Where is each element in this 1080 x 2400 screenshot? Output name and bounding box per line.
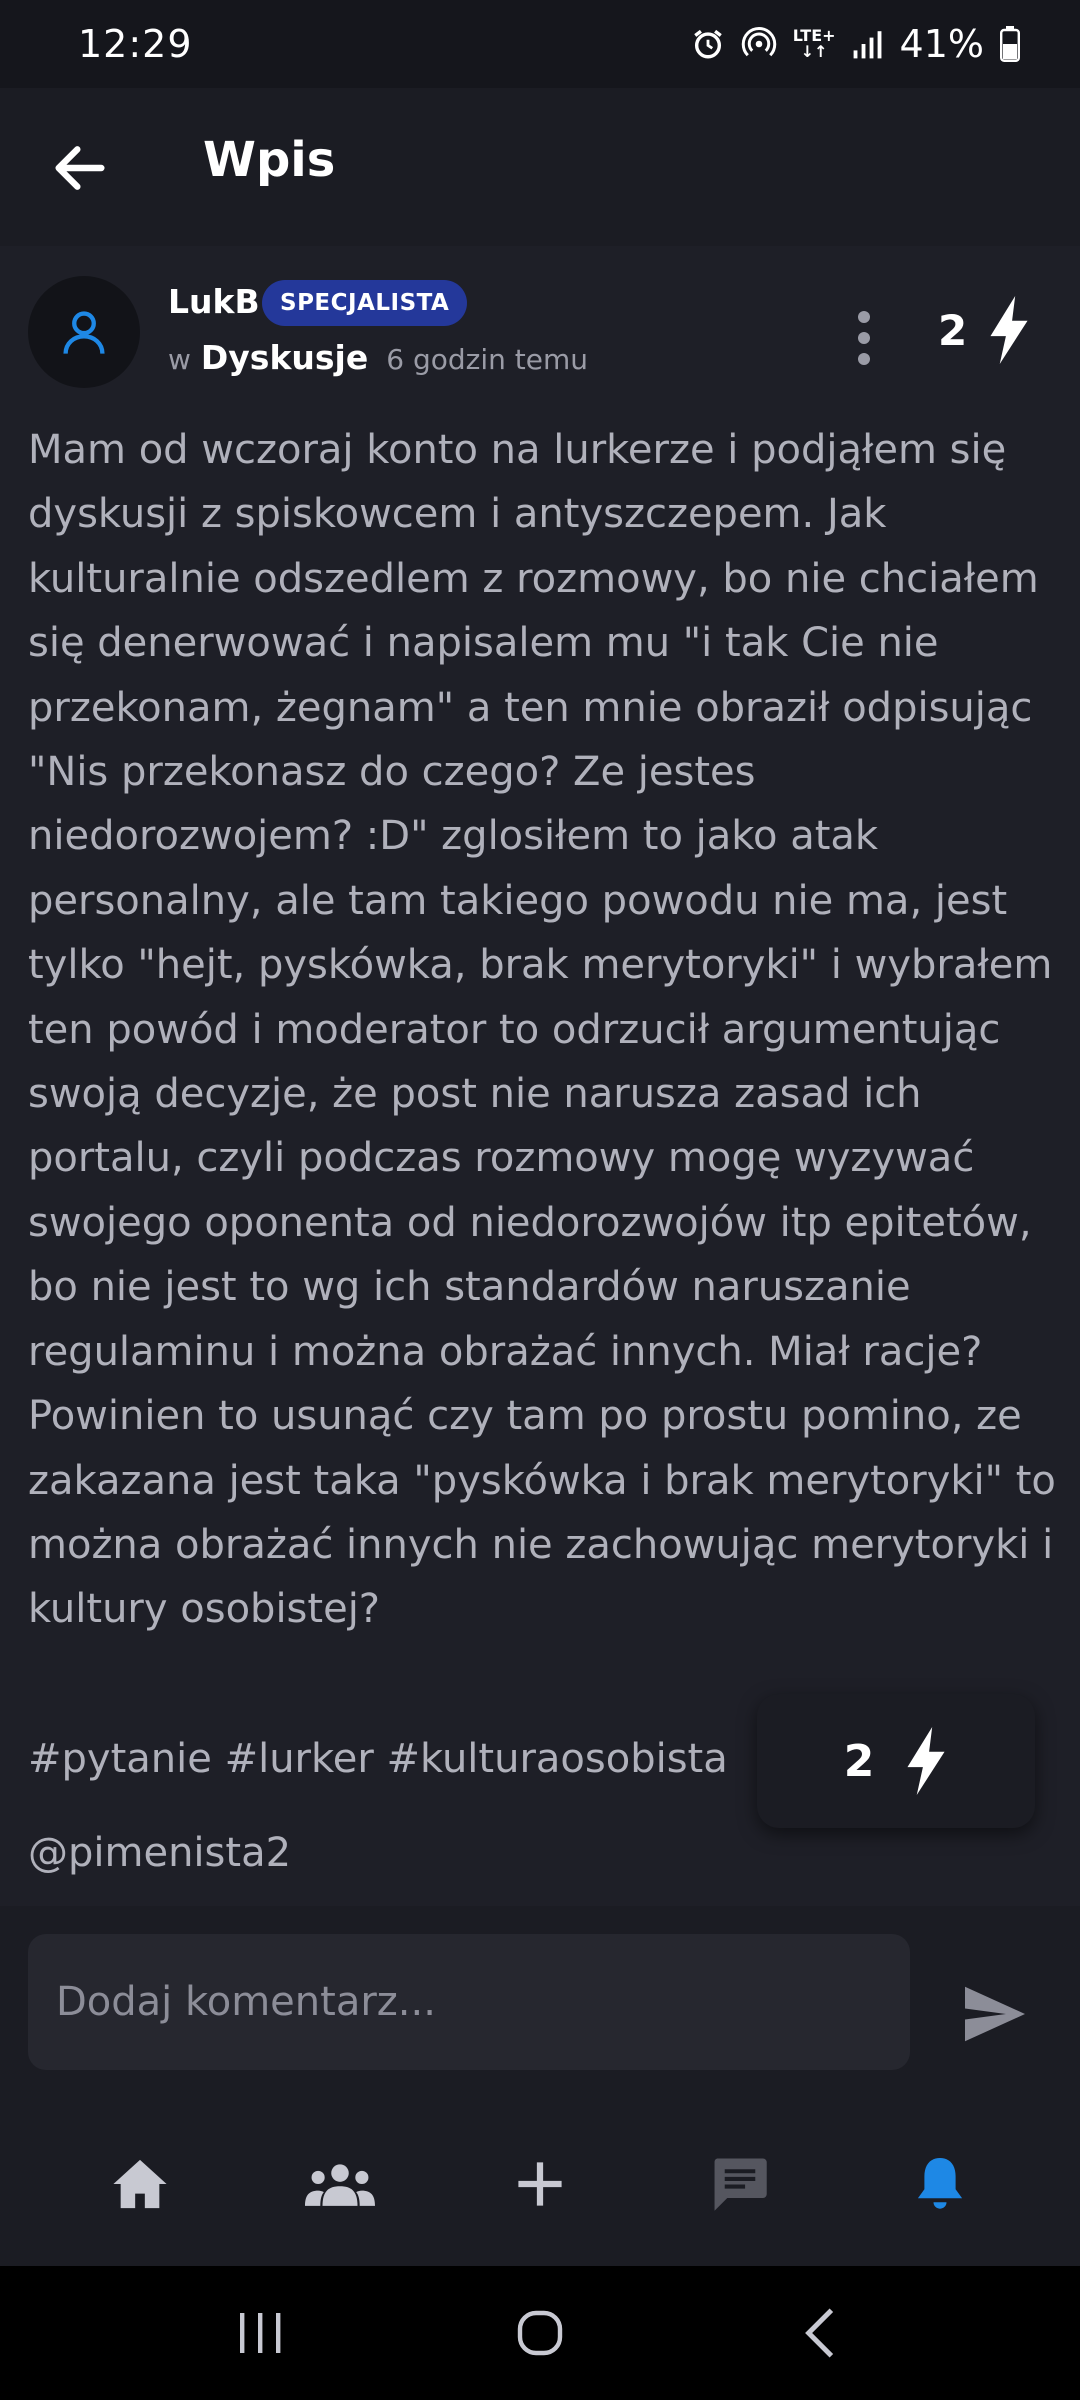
status-bar bbox=[0, 0, 1080, 88]
home-button[interactable] bbox=[480, 2283, 600, 2383]
bottom-navigation bbox=[0, 2102, 1080, 2266]
nav-notifications[interactable] bbox=[880, 2124, 1000, 2244]
post-meta bbox=[168, 338, 588, 377]
lightning-icon bbox=[904, 1727, 948, 1795]
chat-icon bbox=[712, 2156, 768, 2212]
post bbox=[0, 246, 1080, 1906]
chevron-left-icon bbox=[803, 2308, 837, 2358]
status-time: 12:29 bbox=[78, 22, 193, 66]
arrow-left-icon bbox=[48, 136, 112, 200]
battery-percent: 41% bbox=[899, 22, 984, 66]
nav-home[interactable] bbox=[80, 2124, 200, 2244]
nav-chat[interactable] bbox=[680, 2124, 800, 2244]
floating-vote-button[interactable] bbox=[757, 1694, 1035, 1828]
vote-button[interactable] bbox=[938, 296, 1031, 364]
home-icon bbox=[111, 2157, 169, 2211]
add-icon bbox=[516, 2160, 564, 2208]
bell-icon bbox=[914, 2155, 966, 2213]
network-label: LTE+ bbox=[792, 26, 836, 45]
floating-vote-count: 2 bbox=[843, 1735, 875, 1787]
recents-icon bbox=[238, 2313, 282, 2353]
send-button[interactable] bbox=[962, 1984, 1028, 2044]
nav-add[interactable] bbox=[480, 2124, 600, 2244]
battery-icon bbox=[1000, 26, 1020, 62]
user-icon bbox=[58, 306, 110, 358]
nav-groups[interactable] bbox=[280, 2124, 400, 2244]
more-options-button[interactable] bbox=[852, 308, 876, 372]
data-arrows-icon: ↓↑ bbox=[800, 42, 828, 61]
comment-input[interactable] bbox=[28, 1934, 910, 2070]
category-link[interactable]: Dyskusje bbox=[200, 338, 369, 377]
post-body: Mam od wczoraj konto na lurkerze i podjąłem się dyskusji z spiskowcem i antyszczepem. Jak kulturalnie odszedlem z rozmowy, bo nie chciałem się denerwować i napisalem mu "i tak Cie nie przekonam, żegnam" a ten mnie obraził odpisując "Nis przekonasz do czego? Ze jestes niedorozwojem? :D" zglosiłem to jako atak personalny, ale tam takiego powodu nie ma, jest tylko "hejt, pyskówka, brak merytoryki" i wybrałem ten powód i moderator to odrzucił argumentując swoją decyzje, że post nie narusza zasad ich portalu, czyli podczas rozmowy mogę wyzywać swojego oponenta od niedorozwojów itp epitetów, bo nie jest to wg ich standardów naruszanie regulaminu i można obrażać innych. Miał racje? Powinien to usunąć czy tam po prostu pomino, ze zakazana jest taka "pyskówka i brak merytoryki" to można obrażać innych nie zachowując merytoryki i kultury osobistej? bbox=[28, 427, 1056, 1633]
alarm-icon bbox=[691, 27, 725, 61]
lightning-icon bbox=[987, 296, 1031, 364]
back-button[interactable] bbox=[48, 136, 112, 200]
vote-count: 2 bbox=[938, 305, 968, 355]
post-tags[interactable]: #pytanie #lurker #kulturaosobista bbox=[28, 1736, 728, 1782]
status-icons bbox=[691, 22, 1020, 66]
send-icon bbox=[962, 1984, 1028, 2044]
system-back-button[interactable] bbox=[760, 2283, 880, 2383]
post-time: 6 godzin temu bbox=[386, 343, 588, 376]
hotspot-icon bbox=[741, 26, 777, 62]
post-mention[interactable]: @pimenista2 bbox=[28, 1830, 292, 1876]
home-circle-icon bbox=[516, 2309, 564, 2357]
lte-indicator bbox=[793, 28, 836, 60]
page-title: Wpis bbox=[203, 132, 336, 188]
system-navigation bbox=[0, 2266, 1080, 2400]
in-label: w bbox=[168, 343, 191, 376]
specialist-badge: SPECJALISTA bbox=[262, 280, 467, 326]
recent-apps-button[interactable] bbox=[200, 2283, 320, 2383]
more-vertical-icon bbox=[852, 308, 876, 368]
signal-icon bbox=[852, 29, 884, 59]
groups-icon bbox=[305, 2162, 375, 2206]
app-bar bbox=[0, 88, 1080, 246]
comment-bar bbox=[0, 1906, 1080, 2102]
avatar[interactable] bbox=[28, 276, 140, 388]
author-name[interactable]: LukB bbox=[168, 282, 260, 321]
